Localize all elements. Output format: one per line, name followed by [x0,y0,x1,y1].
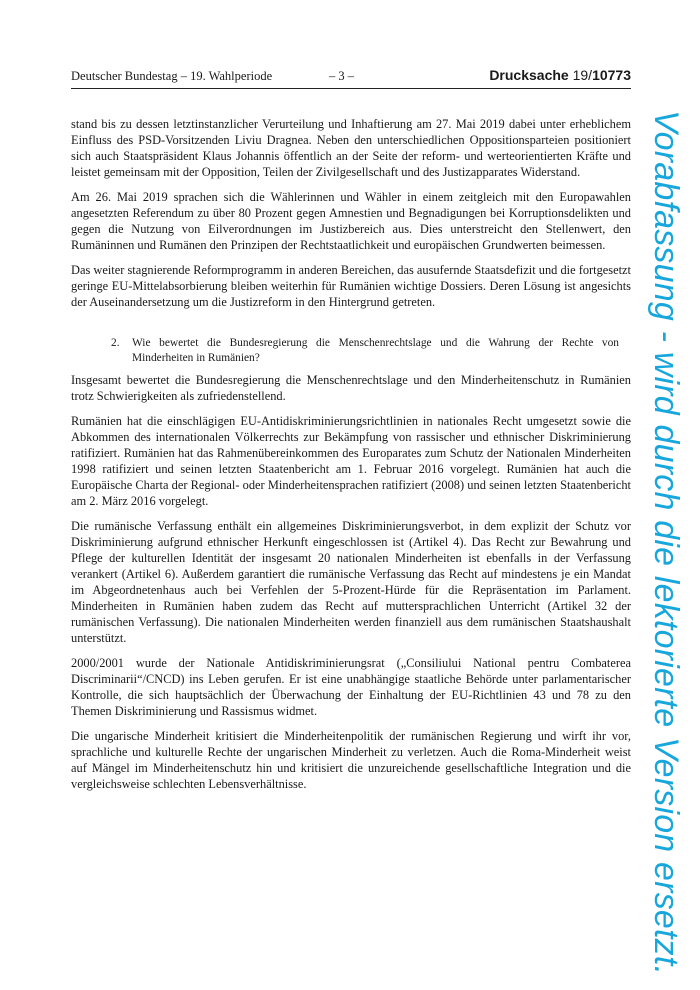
paragraph: Rumänien hat die einschlägigen EU-Antidiskriminierungsrichtlinien in nationales Recht umgesetzt sowie die Abkommen des internationalen Völkerrechts zur Bekämpfung von rassischer und ethnischer Diskriminierung ratifiziert. Rumänien hat das Rahmenübereinkommen des Europarates zum Schutz der Nationalen Minderheiten 1998 ratifiziert und seinen letzten Staatenbericht am 1. Februar 2016 vorgelegt. Rumänien hat auch die Europäische Charta der Regional- oder Minderheitensprachen ratifiziert (2008) und seinen letzten Staatenbericht am 2. März 2016 vorgelegt. [71,414,631,508]
header-page-number: – 3 – [329,69,354,83]
header-doc-number: 10773 [592,67,631,83]
paragraph: Das weiter stagnierende Reformprogramm in anderen Bereichen, das ausufernde Staatsdefizit und die fortgesetzt geringe EU-Mittelabsorbierung bleiben weiterhin für Rumänien wichtige Dossiers. Deren Lösung ist angesichts der Auseinandersetzung um die Justizreform in den Hintergrund getreten. [71,263,631,309]
paragraph: 2000/2001 wurde der Nationale Antidiskriminierungsrat („Consiliului National pentru Combaterea Discriminarii“/CNCD) ins Leben gerufen. Er ist eine unabhängige staatliche Behörde unter parlamentarischer Kontrolle, die sich hauptsächlich der Überwachung der Einhaltung der EU-Richtlinien 43 und 78 zu den Themen Diskriminierung und Rassismus widmet. [71,656,631,718]
document-body [71,116,631,801]
question-number: 2. [111,337,120,349]
draft-watermark [638,110,690,976]
header-doc-series: 19/ [572,67,593,83]
watermark-text: Vorabfassung - wird durch die lektorierte Version ersetzt. [647,110,685,976]
question-text: Wie bewertet die Bundesregierung die Menschenrechtslage und die Wahrung der Rechte von Minderheiten in Rumänien? [132,337,619,364]
paragraph: stand bis zu dessen letztinstanzlicher Verurteilung und Inhaftierung am 27. Mai 2019 dabei unter erheblichem Einfluss des PSD-Vorsitzenden Liviu Dragnea. Neben den unterschiedlichen Oppositionsparteien positioniert sich auch Staatspräsident Klaus Johannis öffentlich an der Seite der reform- und werteorientierten Kräfte und leistet gemeinsam mit der Opposition, Teilen der Zivilgesellschaft und des Justizapparates Widerstand. [71,117,631,179]
paragraph: Die rumänische Verfassung enthält ein allgemeines Diskriminierungsverbot, in dem explizit der Schutz vor Diskriminierung aufgrund ethnischer Herkunft eingeschlossen ist (Artikel 4). Das Recht zur Bewahrung und Pflege der kulturellen Identität der insgesamt 20 nationalen Minderheiten ist ebenfalls in der Verfassung verankert (Artikel 6). Außerdem garantiert die rumänische Verfassung das Recht auf mindestens je ein Mandat im Abgeordnetenhaus auch bei Verfehlen der 5-Prozent-Hürde für die Repräsentation im Parlament. Minderheiten in Rumänien haben zudem das Recht auf muttersprachlichen Unterricht (Artikel 32 der rumänischen Verfassung). Die nationalen Minderheiten werden finanziell aus dem rumänischen Staatshaushalt unterstützt. [71,519,631,645]
header-parliament-period: Deutscher Bundestag – 19. Wahlperiode [71,69,273,83]
question-block [71,336,631,366]
header-document-id [489,67,631,83]
page-header [71,68,631,89]
paragraph: Am 26. Mai 2019 sprachen sich die Wählerinnen und Wähler in einem zeitgleich mit den Europawahlen angesetzten Referendum zu über 80 Prozent gegen Amnestien und Begnadigungen bei Korruptionsdelikten und gegen die Nutzung von Eilverordnungen im Justizbereich aus. Dies unterstreicht den Stellenwert, den Rumäninnen und Rumänen den Prinzipen der Rechtstaatlichkeit und europäischen Grundwerten beimessen. [71,190,631,252]
paragraph: Die ungarische Minderheit kritisiert die Minderheitenpolitik der rumänischen Regierung und wirft ihr vor, sprachliche und kulturelle Rechte der ungarischen Minderheit zu verletzen. Auch die Roma-Minderheit weist auf Mängel im Minderheitenschutz hin und kritisiert die unzureichende gesellschaftliche Integration und die vergleichsweise schlechten Lebensverhältnisse. [71,729,631,791]
paragraph: Insgesamt bewertet die Bundesregierung die Menschenrechtslage und den Minderheitenschutz in Rumänien trotz Schwierigkeiten als zufriedenstellend. [71,373,631,403]
header-doc-label: Drucksache [489,67,573,83]
